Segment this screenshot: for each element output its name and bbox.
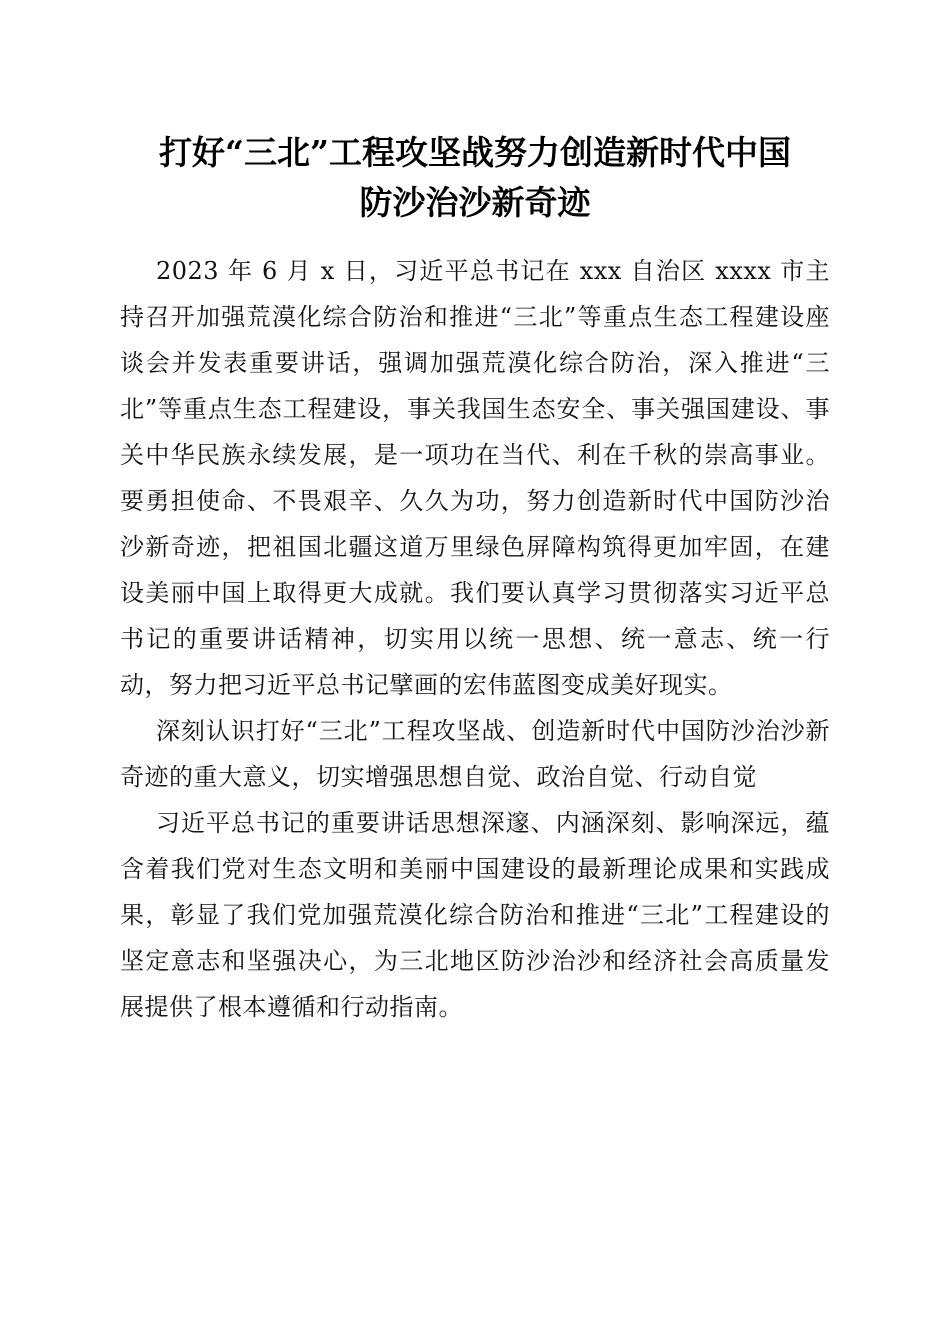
document-title: [120, 128, 830, 228]
document-body: [120, 248, 830, 1030]
paragraph-significance: 习近平总书记的重要讲话思想深邃、内涵深刻、影响深远，蕴含着我们党对生态文明和美丽中国建设的最新理论成果和实践成果，彰显了我们党加强荒漠化综合防治和推进“三北”工程建设的坚定意志和坚强决心，为三北地区防沙治沙和经济社会高质量发展提供了根本遵循和行动指南。: [120, 809, 830, 1021]
title-line-2: 防沙治沙新奇迹: [359, 183, 591, 222]
paragraph-intro: 2023 年 6 月 x 日，习近平总书记在 xxx 自治区 xxxx 市主持召开加强荒漠化综合防治和推进“三北”等重点生态工程建设座谈会并发表重要讲话，强调加强荒漠化综合防治，深入推进“三北”等重点生态工程建设，事关我国生态安全、事关强国建设、事关中华民族永续发展，是一项功在当代、利在千秋的崇高事业。要勇担使命、不畏艰辛、久久为功，努力创造新时代中国防沙治沙新奇迹，把祖国北疆这道万里绿色屏障构筑得更加牢固，在建设美丽中国上取得更大成就。我们要认真学习贯彻落实习近平总书记的重要讲话精神，切实用以统一思想、统一意志、统一行动，努力把习近平总书记擘画的宏伟蓝图变成美好现实。: [120, 257, 830, 699]
title-line-1: 打好“三北”工程攻坚战努力创造新时代中国: [159, 133, 791, 172]
paragraph-section-heading: 深刻认识打好“三北”工程攻坚战、创造新时代中国防沙治沙新奇迹的重大意义，切实增强思想自觉、政治自觉、行动自觉: [120, 717, 830, 791]
